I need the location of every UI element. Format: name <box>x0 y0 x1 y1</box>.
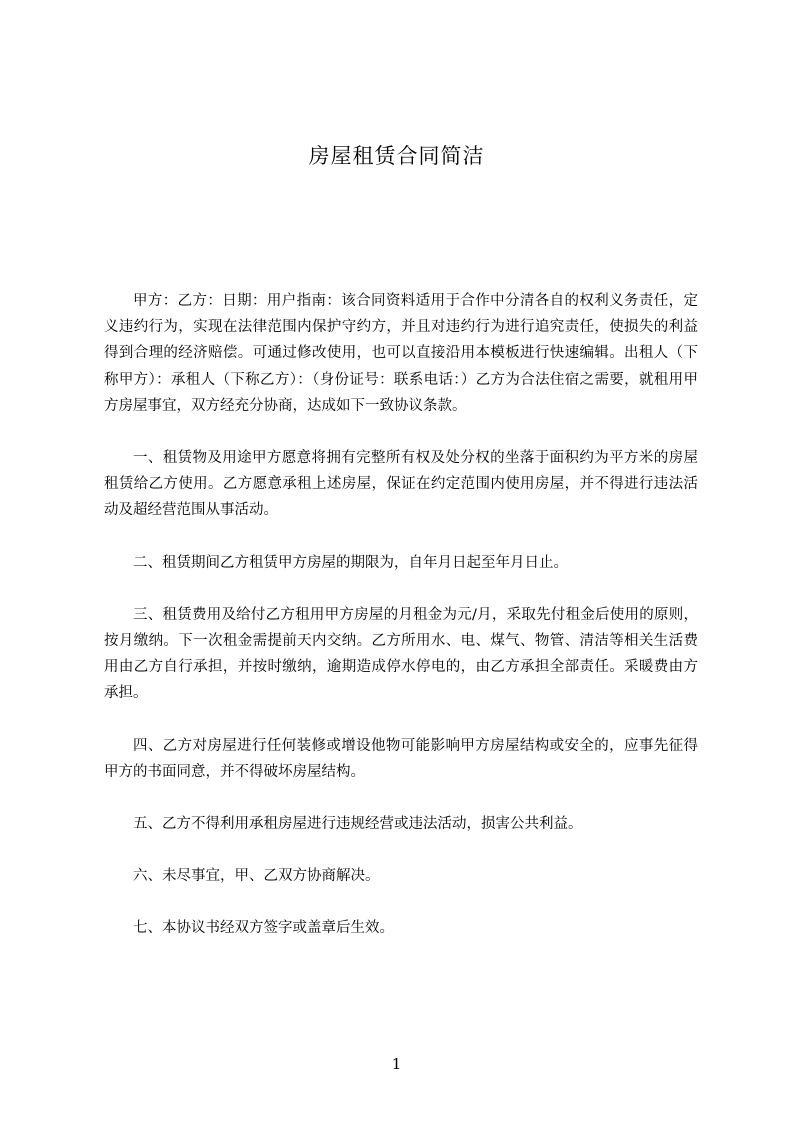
paragraph-gap <box>104 889 698 915</box>
paragraph-clause-3: 三、租赁费用及给付乙方租用甲方房屋的月租金为元/月，采取先付租金后使用的原则，按月缴纳。下一次租金需提前天内交纳。乙方所用水、电、煤气、物管、清洁等相关生活费用由乙方自行承担，并按时缴纳，逾期造成停水停电的，由乙方承担全部责任。采暖费由方承担。 <box>104 606 698 702</box>
paragraph-clause-4: 四、乙方对房屋进行任何装修或增设他物可能影响甲方房屋结构或安全的，应事先征得甲方的书面同意，并不得破坏房屋结构。 <box>104 737 698 780</box>
paragraph-gap <box>104 524 698 550</box>
page-number: 1 <box>391 1055 402 1073</box>
paragraph-gap <box>104 576 698 602</box>
paragraph-clause-5: 五、乙方不得利用承租房屋进行违规经营或违法活动，损害公共利益。 <box>133 816 583 833</box>
paragraph-preamble: 甲方：乙方：日期：用户指南：该合同资料适用于合作中分清各自的权利义务责任，定义违约行为，实现在法律范围内保护守约方，并且对违约行为进行追究责任，使损失的利益得到合理的经济赔偿。可通过修改使用，也可以直接沿用本模板进行快速编辑。出租人（下称甲方）：承租人（下称乙方）：（身份证号：联系电话：）乙方为合法住宿之需要，就租用甲方房屋事宜，双方经充分协商，达成如下一致协议条款。 <box>104 293 698 414</box>
paragraph-clause-1: 一、租赁物及用途甲方愿意将拥有完整所有权及处分权的坐落于面积约为平方米的房屋租赁给乙方使用。乙方愿意承租上述房屋，保证在约定范围内使用房屋，并不得进行违法活动及超经营范围从事活动。 <box>104 450 698 519</box>
document-title: 房屋租赁合同简洁 <box>308 144 485 168</box>
paragraph-gap <box>104 837 698 863</box>
paragraph-gap <box>104 707 698 733</box>
paragraph-clause-2: 二、租赁期间乙方租赁甲方房屋的期限为，自年月日起至年月日止。 <box>133 554 568 571</box>
paragraph-clause-7: 七、本协议书经双方签字或盖章后生效。 <box>133 920 394 937</box>
paragraph-clause-6: 六、未尽事宜，甲、乙双方协商解决。 <box>133 868 380 885</box>
paragraph-gap <box>104 419 698 445</box>
document-body <box>104 288 698 942</box>
paragraph-gap <box>104 785 698 811</box>
